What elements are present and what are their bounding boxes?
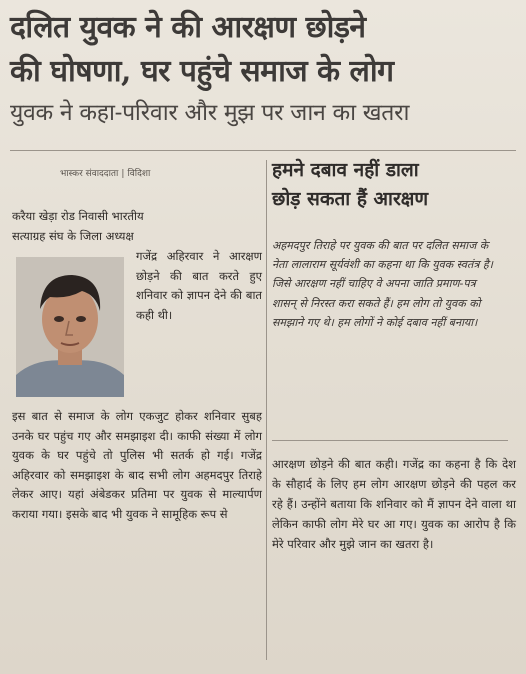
subheadline (272, 156, 518, 214)
left-column-top (12, 207, 262, 403)
headline-line-2: की घोषणा, घर पहुंचे समाज के लोग (10, 54, 394, 89)
left-column-body: इस बात से समाज के लोग एकजुट होकर शनिवार सुबह उनके घर पहुंच गए और समझाइश दी। काफी संख्या में लोग युवक के घर पहुंचे तो पुलिस भी सतर्क हो गई। गजेंद्र अहिरवार को समझाइश के बाद सभी लोग अहमदपुर तिराहे लेकर आए। यहां अंबेडकर प्रतिमा पर युवक से माल्यार्पण कराया गया। इसके बाद भी युवक ने सामूहिक रूप से (12, 409, 262, 521)
box-divider (272, 440, 508, 441)
headline (10, 6, 516, 132)
column-divider (266, 160, 267, 660)
headline-line-3: युवक ने कहा-परिवार और मुझ पर जान का खतरा (10, 100, 410, 126)
byline: भास्कर संवाददाता | विदिशा (60, 169, 151, 179)
subheadline-line-1: हमने दबाव नहीं डाला (272, 159, 419, 181)
left-column-line-2: सत्याग्रह संघ के जिला अध्यक्ष (12, 229, 134, 243)
quote-box-text: अहमदपुर तिराहे पर युवक की बात पर दलित समाज के नेता लालाराम सूर्यवंशी का कहना था कि युवक स्वतंत्र है। जिसे आरक्षण नहीं चाहिए वे अपना जाति प्रमाण-पत्र शासन् से निरस्त करा सकते हैं। हम लोग तो युवक को समझाने गए थे। हम लोगों ने कोई दबाव नहीं बनाया। (272, 239, 493, 329)
left-column (12, 207, 262, 521)
subheadline-line-2: छोड़ सकता हैं आरक्षण (272, 188, 429, 210)
right-column-body: आरक्षण छोड़ने की बात कही। गजेंद्र का कहना है कि देश के सौहार्द के लिए हम लोग आरक्षण छोड़ने की पहल कर रहे हैं। उन्होंने बताया कि शनिवार को मैं ज्ञापन देने वाला था लेकिन काफी लोग मेरे घर आ गए। युवक का आरोप है कि मेरे परिवार और मुझे जान का खतरा है। (272, 457, 516, 551)
byline-place: विदिशा (127, 169, 151, 179)
left-column-wrapped-text: गजेंद्र अहिरवार ने आरक्षण छोड़ने की बात करते हुए शनिवार को ज्ञापन देने की बात कही थी। (136, 249, 262, 322)
byline-agency: भास्कर संवाददाता (60, 169, 119, 179)
left-column-line-1: करैया खेड़ा रोड निवासी भारतीय (12, 209, 144, 223)
headline-divider (10, 150, 516, 151)
headline-line-1: दलित युवक ने की आरक्षण छोड़ने (10, 10, 366, 45)
